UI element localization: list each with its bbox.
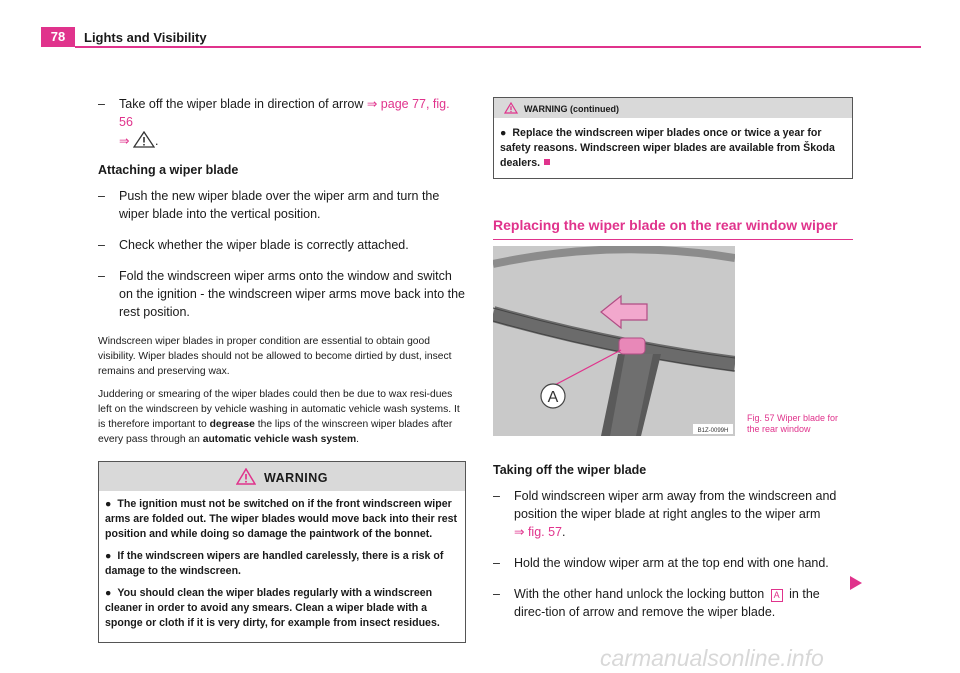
link-warning-arrow[interactable]: ⇒ — [119, 134, 130, 148]
section-title: Replacing the wiper blade on the rear window wiper — [493, 217, 853, 240]
warning-bullet: ● Replace the windscreen wiper blades once or twice a year for safety reasons. Windscreen wiper blades are available from Škoda dealers. — [500, 127, 835, 169]
chapter-title: Lights and Visibility — [84, 30, 207, 45]
continue-arrow-icon[interactable] — [850, 576, 862, 590]
left-column — [98, 95, 466, 643]
figure-code: B1Z-0099H — [697, 428, 729, 434]
wiper-illustration — [493, 246, 735, 436]
attach-step-2: – Check whether the wiper blade is correctly attached. — [98, 238, 409, 252]
warning-body — [99, 491, 465, 642]
page-number: 78 — [41, 27, 75, 47]
attach-step-1: – Push the new wiper blade over the wiper arm and turn the wiper blade into the vertical position. — [98, 189, 440, 221]
takeoff-step-1: – Fold windscreen wiper arm away from the windscreen and position the wiper blade at right angles to the wiper arm ⇒ fig. 57. — [493, 489, 837, 539]
header-rule — [75, 46, 921, 48]
attach-step-3: – Fold the windscreen wiper arms onto the window and switch on the ignition - the windscreen wiper arms move back into the rest position. — [98, 269, 466, 319]
right-column — [493, 97, 853, 240]
warning-continued-box — [493, 97, 853, 179]
figure-57 — [493, 246, 735, 436]
warning-icon — [133, 131, 155, 148]
page-header — [41, 27, 921, 49]
end-mark — [544, 159, 550, 165]
warning-icon — [504, 102, 518, 114]
warning-icon — [236, 468, 256, 485]
step-take-off: – Take off the wiper blade in direction of arrow ⇒ page 77, fig. 56 ⇒ . — [98, 97, 450, 148]
note-paragraph-1: Windscreen wiper blades in proper condition are essential to obtain good visibility. Wiper blades should not be allowed to become dirtied by dust, insect remains and preserving wax. — [98, 336, 452, 377]
watermark: carmanualsonline.info — [600, 645, 824, 671]
figure-caption: Fig. 57 Wiper blade for the rear window — [747, 413, 839, 434]
warning-title: WARNING — [99, 462, 465, 491]
warning-box — [98, 461, 466, 643]
warning-continued-title: WARNING (continued) — [494, 98, 852, 118]
link-fig-57[interactable]: ⇒ fig. 57 — [514, 525, 562, 539]
taking-off-section — [493, 457, 853, 634]
takeoff-step-3: – With the other hand unlock the locking button A in the direc-tion of arrow and remove the wiper blade. — [493, 587, 820, 619]
warning-bullet: ● You should clean the wiper blades regularly with a windscreen cleaner in order to avoid any smears. Clean a wiper blade with a sponge or cloth if it is very dirty, for example from insect residues. — [105, 587, 440, 629]
figure-label-a: A — [547, 389, 559, 406]
attaching-heading: Attaching a wiper blade — [98, 163, 239, 177]
link-page-77[interactable]: ⇒ page 77, fig. 56 — [119, 97, 450, 129]
taking-off-heading: Taking off the wiper blade — [493, 463, 647, 477]
locking-button-label: A — [771, 589, 783, 602]
warning-bullet: ● The ignition must not be switched on if the front windscreen wiper arms are folded out. The wiper blades would move back into their rest position and while doing so damage the paintwork of the bonnet. — [105, 498, 458, 540]
warning-bullet: ● If the windscreen wipers are handled carelessly, there is a risk of damage to the windscreen. — [105, 550, 444, 577]
note-paragraph-2: Juddering or smearing of the wiper blades could then be due to wax resi-dues left on the windscreen by vehicle washing in automatic vehicle wash systems. It is therefore important to degrease the lips of the winscreen wiper blades after every pass through an automatic vehicle wash system. — [98, 389, 460, 445]
takeoff-step-2: – Hold the window wiper arm at the top end with one hand. — [493, 556, 829, 570]
